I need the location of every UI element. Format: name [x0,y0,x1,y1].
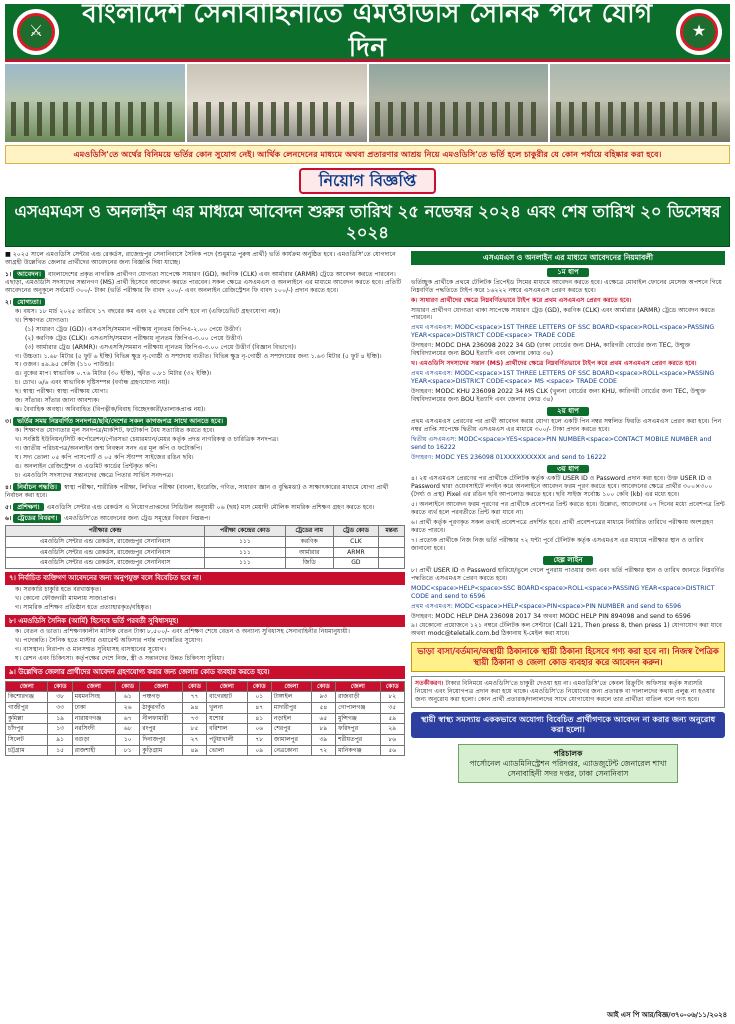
qual-item: ঘ। ওজন। ৪৯.৯৫ কেজি (১১০ পাউন্ড)। [15,361,114,369]
director-line1: পার্সোনেল এ্যাডমিনিস্ট্রেশন পরিদপ্তর, এ্যাডজুটেন্ট জেনারেল শাখা [469,758,667,768]
qual-item: (৩) আর্মারার ট্রেড (ARMR)। এসএসসি/সমমান পরীক্ষায় ন্যূনতম জিপিএ-৩.০০ পেয়ে উত্তীর্ণ (বিজ্ঞান বিভাগে)। [25,343,296,351]
qual-item: গ। উচ্চতা। ১.৬৮ মিটার (৫ ফুট ৬ ইঞ্চি) বিভিন্ন ক্ষুদ্র নৃ-গোষ্ঠী ও সম্প্রদায় ব্যতীত। বিভিন্ন ক্ষুদ্র নৃ-গোষ্ঠী ও সম্প্রদায়ের জন্য ১.৬৩ মিটার (৫ ফুট ৪ ইঞ্চি)। [15,352,382,360]
step1-ms-example: উদাহরণ: MODC KHU 236098 2022 34 MS CLK (খুলনা বোর্ডের জন্য KHU, কারিগরী বোর্ডের জন্য TEC, উন্মুক্ত বিশ্ববিদ্যালয়ের জন্য BOU ইত্যাদি এবং জেলার কোড ৩৪) [411,387,706,403]
doc-item: ক। শিক্ষাগত যোগ্যতার মূল সনদপত্র/মার্কশিট, ফটোকপি বৈধ সত্যায়িত করতে হবে। [15,427,215,434]
step3-item: ৫। অনলাইনে আবেদন ফরম পূরণের পর প্রার্থীকে প্রবেশপত্র প্রিন্ট করতে হবে। উল্লেখ্য, আবেদনের ০৭ দিনের মধ্যে প্রবেশপত্র প্রিন্ট করতে ব্যর্থ হলে পরবর্তীতে প্রিন্ট করা যাবে না। [411,501,725,517]
doc-item: ঙ। অনলাইন রেজিস্ট্রেশন ও এডমিট কার্ডের প্রিন্টকৃত কপি। [15,462,158,470]
section-disqualification: ৭। নির্বাচিত ব্যক্তিগণ আবেদনের জন্য অনুপযুক্ত বলে বিবেচিত হবে না। [5,572,405,585]
benefit-item: ঘ। রেশন এবং চিকিৎসা। কর্তৃপক্ষের দেশে নিজ, স্ত্রী ও সন্তানদের উন্নত চিকিৎসা সুবিধা। [15,655,225,663]
building-photo [187,64,367,142]
warning-banner: এমওডিসি'তে অর্থের বিনিময়ে ভর্তির কোন সুযোগ নেই। আর্থিক লেনদেনের মাধ্যমে অথবা প্রতারণার আশ্রয় নিয়ে এমওডিসি'তে ভর্তি হলে চাকুরীর যে কোন পর্যায়ে বহিষ্কার করা হবে। [5,145,730,164]
step2-text: প্রথম এসএমএস প্রেরণের পর প্রার্থী আবেদন করার যোগ্য হলে একটি পিন নম্বর সম্বলিত ফিরতি এসএমএস প্রেরণ করা হবে। পিন নম্বর প্রাপ্তি সাপেক্ষে দ্বিতীয় এসএমএস এর মাধ্যমে ৩০০/- টাকা প্রদান করতে হবে। [411,417,722,433]
photo-strip [5,64,730,142]
qual-item: ক। বয়স। ১৮ মার্চ ২০২৫ তারিখে ১৭ বছরের কম এবং ২৫ বছরের বেশি হবে না (এফিডেভিট গ্রহণযোগ্য নয়)। [15,307,281,315]
qual-item: ছ। স্বাস্থ্য পরীক্ষা। স্বাস্থ্য পরীক্ষায় যোগ্য। [15,388,108,396]
qual-item: ঝ। বৈবাহিক অবস্থা। অবিবাহিত (বিপত্নীক/বিবাহ বিচ্ছেদকারী/তালাকপ্রাপ্ত নয়)। [15,406,206,414]
helpline-example: উদাহরণ: MODC HELP DHA 236098 2017 34 অথবা MODC HELP PIN 894098 and send to 6596 [411,612,691,620]
parade-photo [369,64,549,142]
doc-item: চ। এমওডিসি সদস্যদের সন্তানদের ক্ষেত্রে পিতার সার্ভিস সনদপত্র। [15,471,174,479]
application-dates: এসএমএস ও অনলাইন এর মাধ্যমে আবেদন শুরুর তারিখ ২৫ নভেম্বর ২০২৪ এবং শেষ তারিখ ২০ ডিসেম্বর ২০২৪ [5,197,730,247]
table-row: এমওডিসি সেন্টার এন্ড রেকর্ডস, রাজেন্দ্রপুর সেনানিবাস ১১১ আর্মারার ARMR [6,547,405,558]
right-column [411,251,725,783]
disq-item: গ। সামরিক প্রশিক্ষণ প্রতিষ্ঠান হতে প্রত্যাহারকৃত/বহিষ্কৃত। [15,603,152,611]
doc-item: খ। সংশ্লিষ্ট ইউনিয়ন/সিটি কর্পোরেশন/পৌরসভা চেয়ারম্যান/মেয়র কর্তৃক প্রদত্ত নাগরিকত্ব ও চারিত্রিক সনদপত্র। [15,435,279,443]
step1-general-text: সাধারণ প্রার্থীগণ যোগ্যতা থাকা সাপেক্ষে সাধারণ ট্রেড (GD), করণিক (CLK) এবং আর্মারার (ARMR) ট্রেডে আবেদন করতে পারবেন। [411,306,716,322]
helpline-text: ৮। প্রার্থী USER ID ও Password হারিয়ে/ভুলে গেলে পুনরায় পাওয়ার জন্য এবং ভর্তি পরীক্ষার স্থান ও তারিখ জানতে নিম্নবর্ণিত পদ্ধতিতে এসএমএস প্রেরণ করতে হবে। [411,566,725,582]
helpline-format-pin: প্রথম এসএমএস: MODC<space>HELP<space>PIN<space>PIN NUMBER and send to 6596 [411,602,682,610]
section-selection: ৪। নির্বাচন পদ্ধতি। স্বাস্থ্য পরীক্ষা, শারীরিক পরীক্ষা, লিখিত পরীক্ষা (বাংলা, ইংরেজি, গণিত, সাধারণ জ্ঞান ও বুদ্ধিমত্তা) ও সাক্ষাৎকারের মাধ্যমে যোগ্য প্রার্থী নির্বাচন করা হবে। [5,482,389,499]
step1-general-example: উদাহরণ: MODC DHA 236098 2022 34 GD (ঢাকা বোর্ডের জন্য DHA, কারিগরী বোর্ডের জন্য TEC, উন্মুক্ত বিশ্ববিদ্যালয়ের জন্য BOU ইত্যাদি এবং জেলার কোড ৩৪) [411,342,691,358]
step1-ms-title: খ। এমওডিসি সদস্যদের সন্তান (MS) প্রার্থীদের ক্ষেত্রে নিম্নবর্ণিতভাবে টাইপ করে প্রথম এসএমএস প্রেরণ করতে হবে। [411,360,697,368]
step1-text: ভর্তিচ্ছুক প্রার্থীকে প্রথমে টেলিটক প্রিপেইড সিমের মাধ্যমে আবেদন করতে হবে। এক্ষেত্রে মোবাইল ফোনের মেসেজ অপশনে গিয়ে নিম্নবর্ণিত পদ্ধতিতে টাইপ করে ১৬২২২ নম্বরে এসএমএস প্রেরণ করতে হবে। [411,278,722,294]
doc-item: ঘ। সদ্য তোলা ০৫ কপি পাসপোর্ট ও ০৫ কপি স্ট্যাম্প সাইজের রঙিন ছবি। [15,453,194,461]
doc-item: গ। জাতীয় পরিচয়পত্র/অনলাইন জন্ম নিবন্ধন সনদ এর মূল কপি ও ফটোকপি। [15,444,203,452]
qual-item: (২) করণিক ট্রেড (CLK)। এসএসসি/সমমান পরীক্ষায় ন্যূনতম জিপিএ-৩.০০ পেয়ে উত্তীর্ণ। [25,334,243,342]
director-line2: সেনাবাহিনী সদর দপ্তর, ঢাকা সেনানিবাস [507,768,629,778]
section-training: ৫। প্রশিক্ষণ। এমওডিসি সেন্টার এন্ড রেকর্ডস এ নিয়োগপ্রাপ্তদের সিডিউল অনুযায়ী ০৬ (ছয়) মাস মেয়াদী মৌলিক সামরিক প্রশিক্ষণ গ্রহণ করতে হবে। [5,502,375,511]
trade-table: পরীক্ষার কেন্দ্র পরীক্ষা কেন্দ্রের কোড ট্রেডের নাম ট্রেড কোড মন্তব্য এমওডিসি সেন্টার এন্ড রেকর্ডস, রাজেন্দ্রপুর সেনানিবাস ১১১ করণিক CLK এমওডিসি সেন্টার এন্ড রেকর্ডস, রাজেন্দ্রপুর সেনানিবাস ১১১ আর্মারার ARMR এমওডিসি সেন্টার এন্ড রেকর্ডস, রাজেন্দ্রপুর সেনানিবাস ১১১ জিডি GD [5,525,405,569]
step2-label: ২য় ধাপ [547,407,589,416]
helpline-format: MODC<space>HELP<space>SSC BOARD<space>ROLL<space>PASSING YEAR<space>DISTRICT CODE and send to 6596 [411,584,715,600]
page-title: বাংলাদেশ সেনাবাহিনীতে এমওডিসি সৈনিক পদে যোগ দিন [82,0,653,63]
step2-example: উদাহরণ: MODC YES 236098 01XXXXXXXXXX and send to 16222 [411,453,607,461]
army-emblem-right-icon: ★ [676,9,722,55]
step3-label: ৩য় ধাপ [547,465,589,474]
section-trades: ৬। ট্রেডের বিবরণ। এমওডিসি'তে আবেদনের জন্য ট্রেড সমূহের বিবরণ নিম্নরূপ। পরীক্ষার কেন্দ্র পরীক্ষা কেন্দ্রের কোড ট্রেডের নাম ট্রেড কোড মন্তব্য এমওডিসি সেন্টার এন্ড রেকর্ডস, রাজেন্দ্রপুর সেনানিবাস ১১১ করণিক CLK এমওডিসি সেন্টার এন্ড রেকর্ডস, রাজেন্দ্রপুর সেনানিবাস ১১১ আর্মারার ARMR এমওডিসি সেন্টার এন্ড রেকর্ডস, রাজেন্দ্রপুর সেনানিবাস ১১১ জিডি GD [5,514,405,569]
helpline-label: হেল্প লাইন [543,556,592,565]
step1-general-title: ক। সাধারণ প্রার্থীদের ক্ষেত্রে নিম্নবর্ণিতভাবে টাইপ করে প্রথম এসএমএস প্রেরণ করতে হবে। [411,296,632,304]
address-warning: ভাড়া বাসা/বর্তমান/অস্থায়ী ঠিকানাকে স্থায়ী ঠিকানা হিসেবে গণ্য করা হবে না। নিজস্ব পৈত্রিক স্থায়ী ঠিকানা ও জেলা কোড ব্যবহার করে আবেদন করুন। [411,642,725,672]
benefit-item: ক। বেতন ও ভাতা। প্রশিক্ষণকালীন মাসিক বেতন টাকা ৮,৫০০/- এবং প্রশিক্ষণ শেষে বেতন ও অন্যান্য সুবিধাসহ সেনাবাহিনীর নিয়মানুযায়ী। [15,628,351,636]
district-table: জেলা কোড জেলা কোড জেলা কোড জেলা কোড জেলা কোড জেলা কোড কিশোরগঞ্জ ৩৮ ময়মনসিংহ ৬১ পঞ্চগড় ৭৭ বাগেরহাট ০১ টাঙ্গাইল ৯৩ রাজবাড়ী ৮২ গাজীপুর ৩৩ ঢাকা ২৬ ঠাকুরগাঁও ৯৪ খুলনা ৪৭ মাদারীপুর ৫৪ গোপালগঞ্জ ৩৫ কুমিল্লা ১৯ নারায়ণগঞ্জ ৬৭ নীলফামারী ৭৩ যশোর ৪১ নড়াইল ৬৫ মুন্সিগঞ্জ ৫৯ চাঁদপুর ১৩ নরসিংদী ৬৮ রংপুর ৮৫ বরিশাল ০৬ শেরপুর ৮৯ ফরিদপুর ২৯ সিলেট ৯১ বগুড়া ১০ দিনাজপুর ২৭ পটুয়াখালী ৭৮ জামালপুর ৩৯ শরীয়তপুর ৮৬ চট্টগ্রাম ১৫ রাজশাহী ৮১ কুড়িগ্রাম ৪৯ ভোলা ০৯ নেত্রকোনা ৭২ মানিকগঞ্জ ৫৬ [5,681,405,757]
section-benefits: ৮। এমওডিসি সৈনিক (আর্মি) হিসেবে ভর্তি পরবর্তী সুবিধাসমূহ। [5,615,405,628]
benefit-item: গ। বাসস্থান। নিরাপদ ও মানসম্মত সুবিধাসহ বাসস্থানের সুযোগ। [15,646,166,654]
section-districts: ৯। উল্লেখিত জেলার প্রার্থীদের আবেদন গ্রহণযোগ্য করার জন্য জেলার কোড ব্যবহার করতে হবে। [5,666,405,679]
table-row: গাজীপুর ৩৩ ঢাকা ২৬ ঠাকুরগাঁও ৯৪ খুলনা ৪৭ মাদারীপুর ৫৪ গোপালগঞ্জ ৩৫ [6,703,405,714]
step3-item: ৬। প্রার্থী কর্তৃক পূরণকৃত সকল তথ্যই প্রবেশপত্রে প্রদর্শিত হবে। প্রার্থী প্রবেশপত্রের মাধ্যমে নির্ধারিত তারিখে পরীক্ষায় অংশগ্রহণ করতে পারবে। [411,519,714,535]
table-row: এমওডিসি সেন্টার এন্ড রেকর্ডস, রাজেন্দ্রপুর সেনানিবাস ১১১ জিডি GD [6,558,405,569]
step1-label: ১ম ধাপ [547,268,589,277]
qual-item: জ। সাঁতার। সাঁতার জানা আবশ্যক। [15,397,100,405]
caution-title: সতর্কীকরণ। [415,679,444,687]
soldiers-photo [550,64,730,142]
intro-text: ■ ২০২৫ সালে এমওডিসি সেন্টার এন্ড রেকর্ডস, রাজেন্দ্রপুর সেনানিবাসে সৈনিক পদে (শুধুমাত্র পুরুষ প্রার্থী) ভর্তি কার্যক্রম অনুষ্ঠিত হবে। এমওডিসি'তে যোগদানে আগ্রহী উল্লেখিত জেলার প্রার্থীদের আবেদনের জন্য বিজ্ঞপ্তি দিয়া যাচ্ছে। [5,251,396,267]
qual-item: ঙ। বুকের মাপ। স্বাভাবিক ০.৭৬ মিটার (৩০ ইঞ্চি), স্ফীত ০.৮১ মিটার (৩২ ইঞ্চি)। [15,370,212,378]
section-qualification: ২। যোগ্যতা। ক। বয়স। ১৮ মার্চ ২০২৫ তারিখে ১৭ বছরের কম এবং ২৫ বছরের বেশি হবে না (এফিডেভিট গ্রহণযোগ্য নয়)। খ। শিক্ষাগত যোগ্যতা। (১) সাধারণ ট্রেড (GD)। এসএসসি/সমমান পরীক্ষায় ন্যূনতম জিপিএ-২.০০ পেয়ে উত্তীর্ণ। (২) করণিক ট্রেড (CLK)। এসএসসি/সমমান পরীক্ষায় ন্যূনতম জিপিএ-৩.০০ পেয়ে উত্তীর্ণ। (৩) আর্মারার ট্রেড (ARMR)। এসএসসি/সমমান পরীক্ষায় ন্যূনতম জিপিএ-৩.০০ পেয়ে উত্তীর্ণ (বিজ্ঞান বিভাগে)। গ। উচ্চতা। ১.৬৮ মিটার (৫ ফুট ৬ ইঞ্চি) বিভিন্ন ক্ষুদ্র নৃ-গোষ্ঠী ও সম্প্রদায় ব্যতীত। বিভিন্ন ক্ষুদ্র নৃ-গোষ্ঠী ও সম্প্রদায়ের জন্য ১.৬৩ মিটার (৫ ফুট ৪ ইঞ্চি)। ঘ। ওজন। ৪৯.৯৫ কেজি (১১০ পাউন্ড)। ঙ। বুকের মাপ। স্বাভাবিক ০.৭৬ মিটার (৩০ ইঞ্চি), স্ফীত ০.৮১ মিটার (৩২ ইঞ্চি)। চ। চোখ। ৬/৬ এবং স্বাভাবিক দৃষ্টিসম্পন্ন (বর্ণান্ধ গ্রহণযোগ্য নয়)। ছ। স্বাস্থ্য পরীক্ষা। স্বাস্থ্য পরীক্ষায় যোগ্য। জ। সাঁতার। সাঁতার জানা আবশ্যক। ঝ। বৈবাহিক অবস্থা। অবিবাহিত (বিপত্নীক/বিবাহ বিচ্ছেদকারী/তালাকপ্রাপ্ত নয়)। [5,298,405,414]
step1-ms-format: প্রথম এসএমএস: MODC<space>1ST THREE LETTERS OF SSC BOARD<space>ROLL<space>PASSING YEAR<space>DISTRICT CODE<space> MS <space> TRADE CODE [411,370,715,386]
qual-item: (১) সাধারণ ট্রেড (GD)। এসএসসি/সমমান পরীক্ষায় ন্যূনতম জিপিএ-২.০০ পেয়ে উত্তীর্ণ। [25,325,242,333]
health-notice: স্থায়ী স্বাস্থ্য সমস্যায় এককভাবে অযোগ্য বিবেচিত প্রার্থীগণকে আবেদন না করার জন্য অনুরোধ করা হলো। [411,712,725,738]
qual-item: খ। শিক্ষাগত যোগ্যতা। [15,316,69,324]
table-row: চট্টগ্রাম ১৫ রাজশাহী ৮১ কুড়িগ্রাম ৪৯ ভোলা ০৯ নেত্রকোনা ৭২ মানিকগঞ্জ ৫৬ [6,745,405,756]
header-banner [5,0,730,63]
table-row: কিশোরগঞ্জ ৩৮ ময়মনসিংহ ৬১ পঞ্চগড় ৭৭ বাগেরহাট ০১ টাঙ্গাইল ৯৩ রাজবাড়ী ৮২ [6,692,405,703]
qual-item: চ। চোখ। ৬/৬ এবং স্বাভাবিক দৃষ্টিসম্পন্ন (বর্ণান্ধ গ্রহণযোগ্য নয়)। [15,379,170,387]
caution-box [411,676,725,708]
helpline-more: ৯। যেকোনো প্রয়োজনে ১২১ নম্বরে টেলিটক কল সেন্টারে (Call 121, Then press 8, then press 1) যোগাযোগ করা যাবে অথবা modc@teletalk.com.bd ঠিকানায় ই-মেইল করা যাবে। [411,622,722,638]
table-row: চাঁদপুর ১৩ নরসিংদী ৬৮ রংপুর ৮৫ বরিশাল ০৬ শেরপুর ৮৯ ফরিদপুর ২৯ [6,724,405,735]
disq-item: খ। কোনো ফৌজদারী মামলায় সাজাপ্রাপ্ত। [15,594,116,602]
left-column [5,251,405,783]
section-documents: ৩। ভর্তির সময় নিম্নবর্ণিত সনদপত্র/ছবি/দেশের সকল কাগজপত্র সাথে আনতে হবে। ক। শিক্ষাগত যোগ্যতার মূল সনদপত্র/মার্কশিট, ফটোকপি বৈধ সত্যায়িত করতে হবে। খ। সংশ্লিষ্ট ইউনিয়ন/সিটি কর্পোরেশন/পৌরসভা চেয়ারম্যান/মেয়র কর্তৃক প্রদত্ত নাগরিকত্ব ও চারিত্রিক সনদপত্র। গ। জাতীয় পরিচয়পত্র/অনলাইন জন্ম নিবন্ধন সনদ এর মূল কপি ও ফটোকপি। ঘ। সদ্য তোলা ০৫ কপি পাসপোর্ট ও ০৫ কপি স্ট্যাম্প সাইজের রঙিন ছবি। ঙ। অনলাইন রেজিস্ট্রেশন ও এডমিট কার্ডের প্রিন্টকৃত কপি। চ। এমওডিসি সদস্যদের সন্তানদের ক্ষেত্রে পিতার সার্ভিস সনদপত্র। [5,417,405,480]
director-signature-block [458,744,678,783]
table-row: কুমিল্লা ১৯ নারায়ণগঞ্জ ৬৭ নীলফামারী ৭৩ যশোর ৪১ নড়াইল ৬৫ মুন্সিগঞ্জ ৫৯ [6,713,405,724]
director-label: পরিচালক [553,749,583,759]
caution-text: টাকার বিনিময়ে এমওডিসি'তে চাকুরী দেওয়া হয় না। এমওডিসি'তে কেবল রিক্রুটিং অফিসার কর্তৃক সরাসরি নিয়োগ এবং নিয়োগপত্র প্রদান করা হয়ে থাকে। এমওডিসি'তে নিয়োগের জন্য প্রতারক বা দালালদের কথায় প্রলুব্ধ না হওয়ার জন্য অনুরোধ করা হলো। কোন প্রার্থী প্রতারক/দালালদের সাথে যোগাযোগ করলে তার প্রার্থীতা বাতিল বলে গণ্য হবে। [415,679,715,703]
table-row: সিলেট ৯১ বগুড়া ১০ দিনাজপুর ২৭ পটুয়াখালী ৭৮ জামালপুর ৩৯ শরীয়তপুর ৮৬ [6,735,405,746]
training-photo [5,64,185,142]
table-row: এমওডিসি সেন্টার এন্ড রেকর্ডস, রাজেন্দ্রপুর সেনানিবাস ১১১ করণিক CLK [6,537,405,548]
step1-general-format: প্রথম এসএমএস: MODC<space>1ST THREE LETTERS OF SSC BOARD<space>ROLL<space>PASSING YEAR<space>DISTRICT CODE<space> TRADE CODE [411,324,715,340]
step2-format: দ্বিতীয় এসএমএস: MODC<space>YES<space>PIN NUMBER<space>CONTACT MOBILE NUMBER and send to 16222 [411,435,712,451]
disq-item: ক। সরকারি চাকুরি হতে বরখাস্তকৃত। [15,585,102,593]
sms-rules-header: এসএমএস ও অনলাইন এর মাধ্যমে আবেদনের নিয়মাবলী [411,251,725,265]
benefit-item: খ। পদোন্নতি। সৈনিক হতে মাস্টার ওয়ারেন্ট অফিসার পর্যন্ত পদোন্নতির সুযোগ। [15,637,203,645]
notice-title: নিয়োগ বিজ্ঞপ্তি [299,168,436,194]
footer-reference-code: আই এস পি আর/বিজ্ঞ/৩৭০-০৬/১১/২০২৪ [606,1011,727,1020]
step3-item: ৪। ২য় এসএমএস প্রেরণের পর প্রার্থীকে টেলিটক কর্তৃক একটি USER ID ও Password প্রদান করা হবে। উক্ত USER ID ও Password দ্বারা ওয়েবসাইটে লগইন করে অনলাইনে আবেদন ফরম পূরণ করতে হবে। আবেদনের ক্ষেত্রে প্রার্থীর ৩০০×৩০০ (দৈর্ঘ্য ও প্রস্থ) Pixel এর রঙিন ছবি আপলোড করতে হবে। ছবি সাইজ সর্বোচ্চ ১০০ কেবি (kb) এর মধ্যে হবে। [411,475,713,499]
step3-item: ৭। প্রত্যেক প্রার্থীকে নিজ নিজ ভর্তি পরীক্ষার ৭২ ঘন্টা পূর্বে টেলিটক কর্তৃক এসএমএস এর মাধ্যমে পরীক্ষার স্থান ও তারিখ জানানো হবে। [411,537,704,552]
section-application: ১। আবেদন। বাংলাদেশের প্রকৃত নাগরিক প্রার্থীগণ যোগ্যতা সাপেক্ষে সাধারণ (GD), করণিক (CLK) এবং আর্মারার (ARMR) ট্রেডে আবেদন করতে পারবেন। এছাড়া, এমওডিসি সদস্যদের সন্তানগণ (MS) প্রার্থী হিসেবে আবেদন করতে পারবেন। সকল ক্ষেত্রে এসএমএস ও অনলাইনে এর মাধ্যমে আবেদন করতে হবে। প্রতিটি আবেদনের অনুকূলে সর্বমোট ৩০০/- টাকা (ভর্তি পরীক্ষার ফি বাবদ ২০০/- এবং অনলাইন রেজিস্ট্রেশন ফি বাবদ ১০০/-) প্রদান করতে হবে। [5,270,402,294]
army-emblem-left-icon: ⚔ [13,9,59,55]
